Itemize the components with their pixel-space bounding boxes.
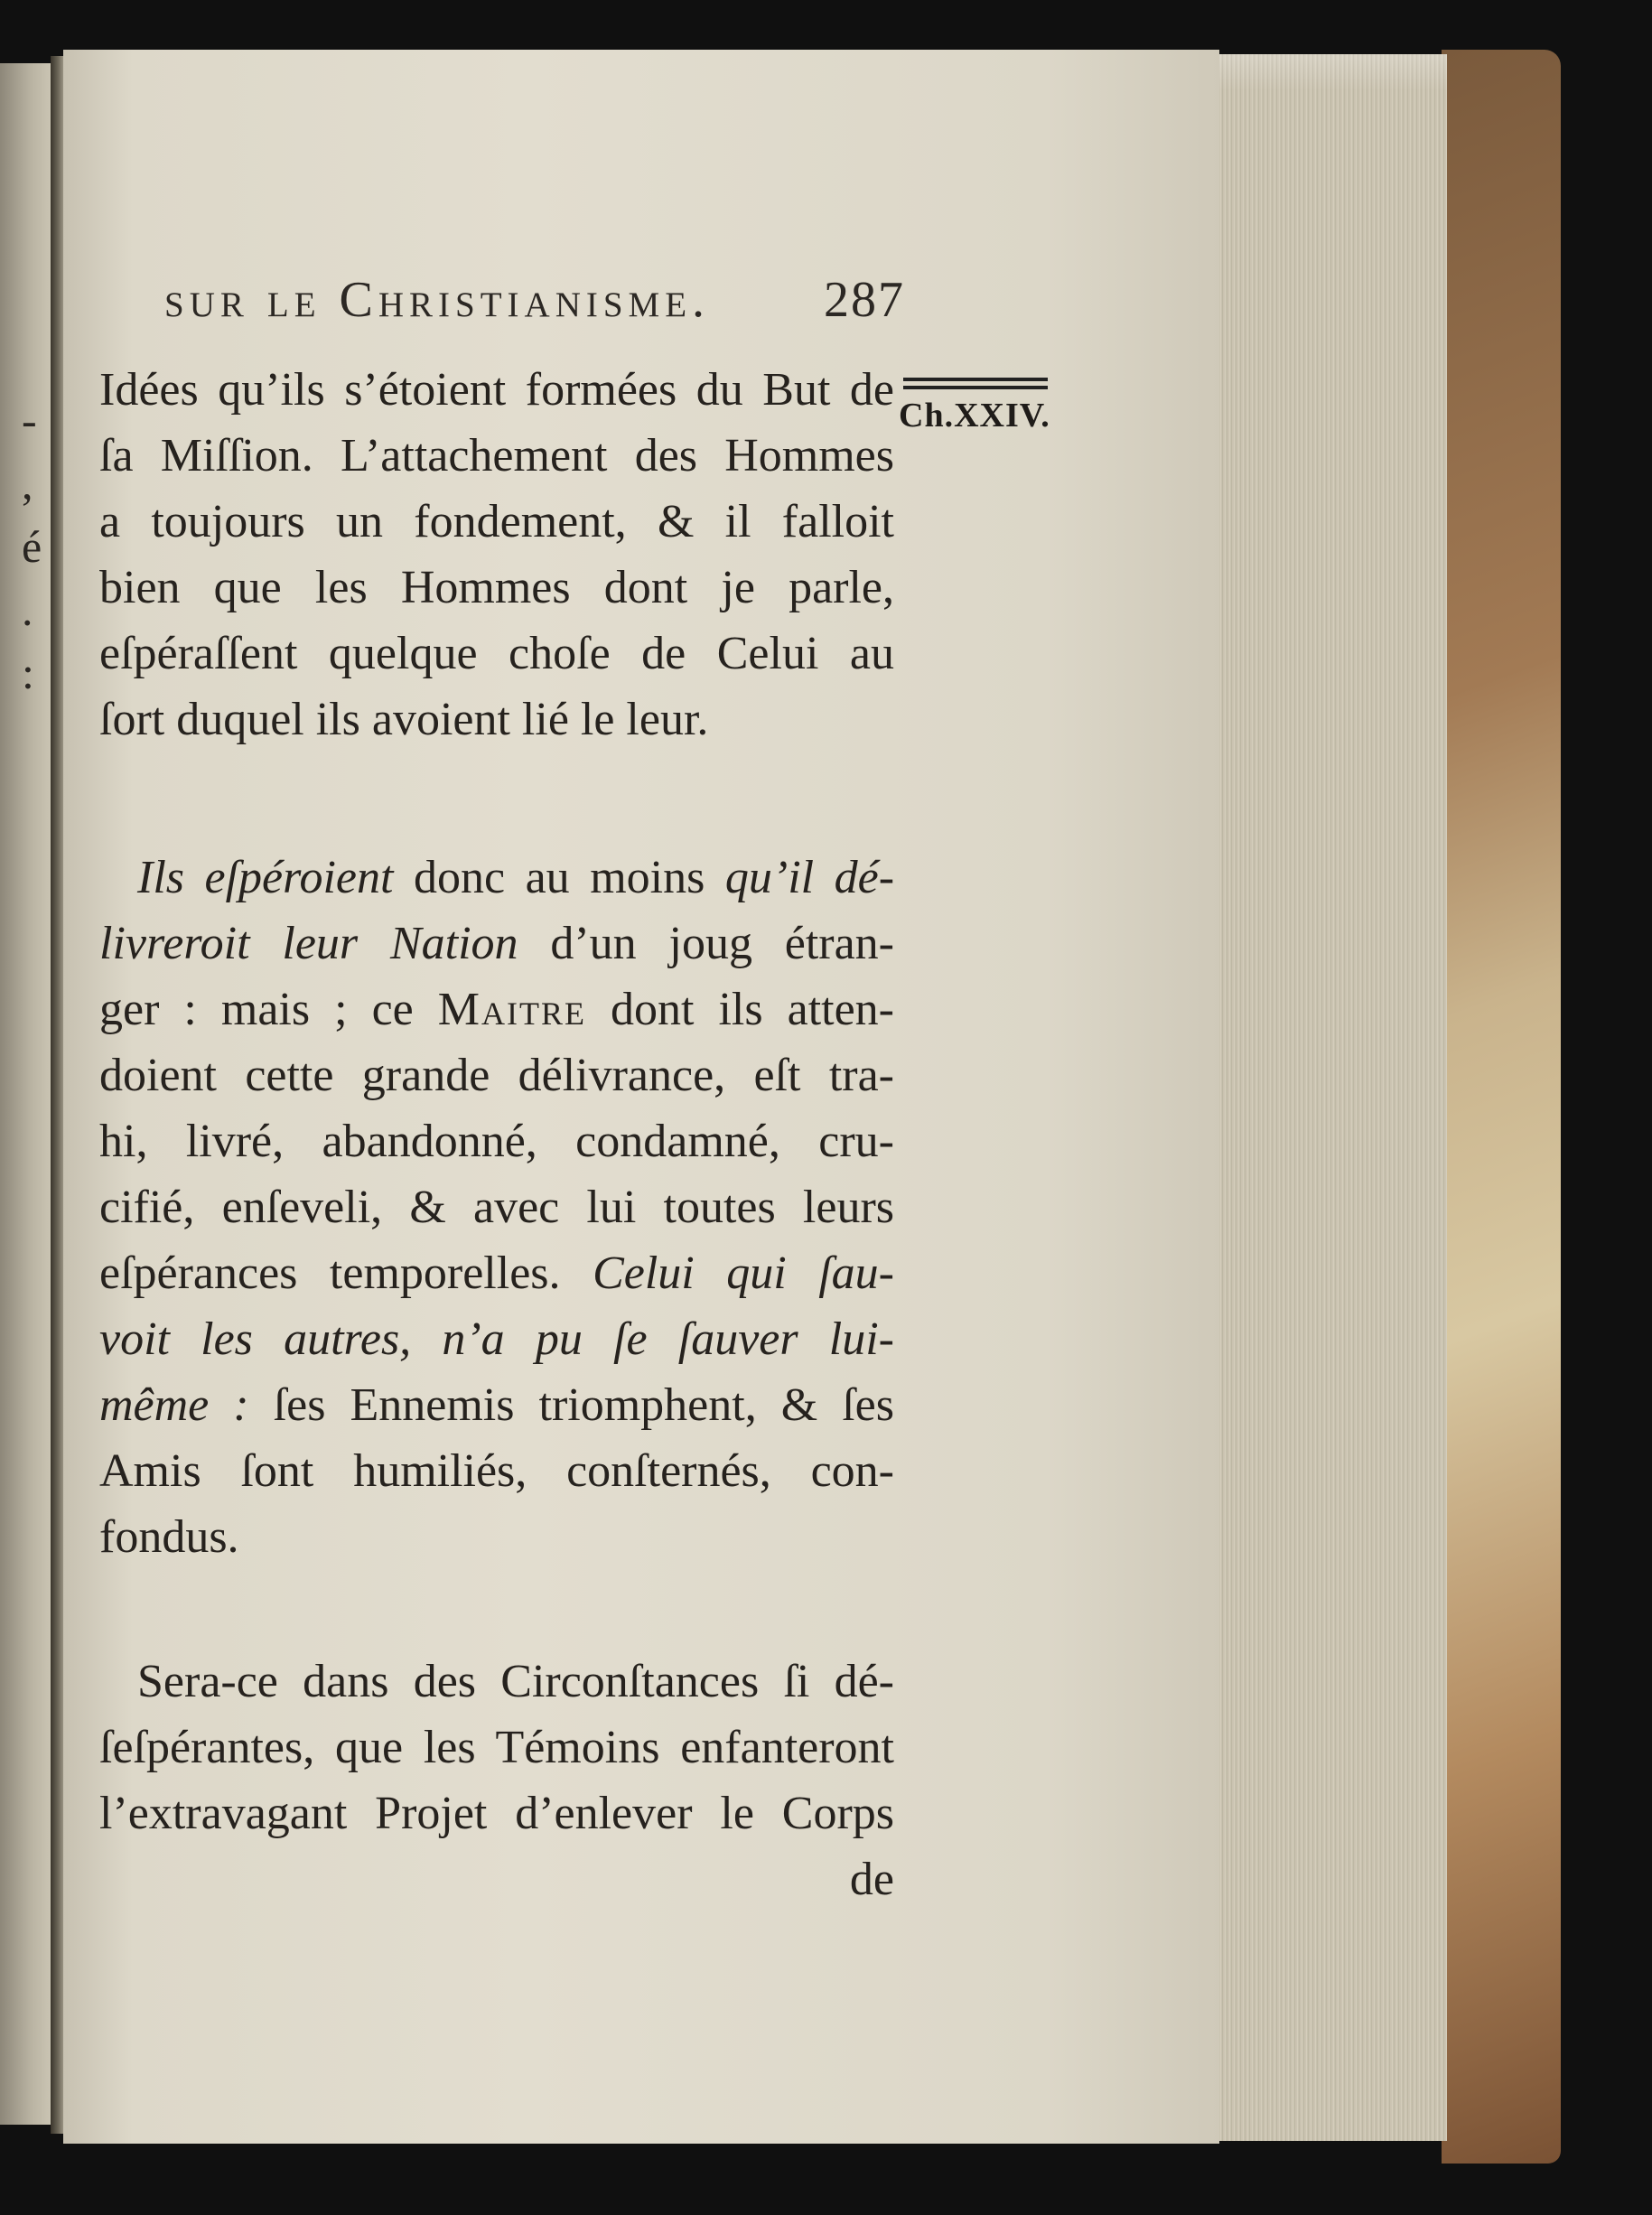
- text-segment: doient cette grande délivrance, eſt tra-: [99, 1050, 894, 1101]
- text-line: [99, 1175, 894, 1240]
- text-line: [99, 1241, 894, 1306]
- page-block-edges: [1209, 54, 1447, 2141]
- text-line: [99, 1043, 894, 1108]
- running-head-title: sur le Christianisme.: [164, 272, 711, 328]
- text-line: l’extravagant Projet d’enlever le Corps: [99, 1788, 894, 1839]
- small-caps-text: Maitre: [437, 984, 586, 1035]
- chapter-margin-note: [899, 378, 1057, 434]
- italic-text: Ils eſpéroient: [137, 852, 394, 903]
- italic-text: Celui qui ſau-: [593, 1248, 895, 1299]
- left-page-fragment: -: [22, 395, 37, 445]
- catchword: de: [849, 1854, 894, 1905]
- text-line: eſpéraſſent quelque choſe de Celui au: [99, 628, 894, 679]
- left-page-fragment: :: [22, 648, 34, 698]
- italic-text: voit les autres, n’a pu ſe ſauver lui-: [99, 1313, 894, 1365]
- text-segment: donc au moins: [393, 852, 725, 903]
- running-head: [164, 271, 905, 334]
- text-line: [99, 1109, 894, 1174]
- text-line: [99, 911, 894, 977]
- left-page-fragment: ,: [22, 458, 33, 509]
- text-line: ſeſpérantes, que les Témoins enfanteront: [99, 1722, 894, 1773]
- left-page-fragment: .: [22, 584, 33, 635]
- text-segment: Amis ſont humiliés, conſternés, con-: [99, 1445, 894, 1497]
- text-segment: ger : mais ; ce: [99, 984, 438, 1035]
- text-line: bien que les Hommes dont je parle,: [99, 562, 894, 613]
- left-page-edge: [0, 63, 56, 2125]
- text-segment: fondus.: [99, 1511, 239, 1563]
- text-segment: d’un joug étran-: [518, 918, 894, 969]
- text-line: ſa Miſſion. L’attachement des Hommes: [99, 430, 894, 481]
- text-line: ſort duquel ils avoient lié le leur.: [99, 694, 709, 745]
- text-segment: eſpérances temporelles.: [99, 1248, 593, 1299]
- margin-rules: [903, 378, 1048, 394]
- italic-text: même :: [99, 1379, 249, 1431]
- chapter-label: Ch.XXIV.: [899, 397, 1050, 435]
- text-segment: hi, livré, abandonné, condamné, cru-: [99, 1116, 894, 1167]
- italic-text: livreroit leur Nation: [99, 918, 518, 969]
- text-line: [99, 1439, 894, 1504]
- text-segment: dont ils atten-: [585, 984, 894, 1035]
- text-line: [99, 1307, 894, 1372]
- text-line: a toujours un fondement, & il falloit: [99, 496, 894, 547]
- text-segment: ſes Ennemis triomphent, & ſes: [248, 1379, 894, 1431]
- left-page-fragment: é: [22, 521, 42, 572]
- text-line: [99, 1505, 894, 1570]
- text-line: [99, 846, 894, 911]
- text-line: Idées qu’ils s’étoient formées du But de: [99, 364, 894, 416]
- text-line: [99, 1373, 894, 1438]
- page-number: 287: [824, 272, 905, 328]
- leather-cover: [1442, 50, 1561, 2164]
- text-line: Sera-ce dans des Circonſtances ſi dé-: [137, 1656, 894, 1707]
- text-segment: cifié, enſeveli, & avec lui toutes leurs: [99, 1182, 894, 1233]
- italic-text: qu’il dé-: [724, 852, 895, 903]
- text-line: [99, 977, 894, 1042]
